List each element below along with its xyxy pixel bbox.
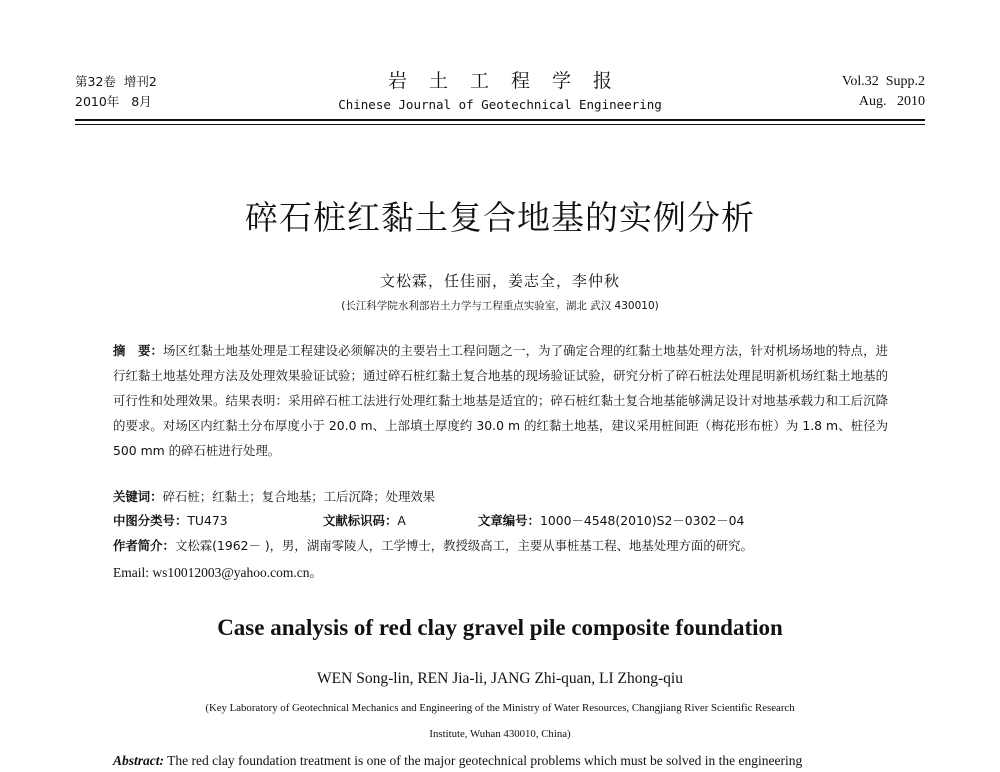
author-bio-label: 作者简介： xyxy=(113,538,175,553)
author-list-cn: 文松霖，任佳丽，姜志全，李仲秋 xyxy=(379,272,620,290)
journal-name xyxy=(75,68,925,114)
affiliation-en-line1: (Key Laboratory of Geotechnical Mechanics and Engineering of the Ministry of Water Resources, Changjiang River Scientific Research xyxy=(205,702,795,714)
abstract-en xyxy=(113,750,888,768)
keywords-cn xyxy=(113,486,903,508)
affiliation-cn: (长江科学院水利部岩土力学与工程重点实验室，湖北 武汉 430010) xyxy=(341,300,659,312)
author-bio xyxy=(113,535,903,557)
volume-issue-info-en xyxy=(842,72,925,112)
keywords-label: 关键词： xyxy=(113,489,163,504)
journal-name-cn: 岩土工程学报 xyxy=(387,70,634,92)
journal-name-en: Chinese Journal of Geotechnical Engineering xyxy=(338,97,662,112)
abstract-label-cn: 摘 要： xyxy=(113,343,164,358)
affiliation-en xyxy=(0,695,1000,747)
abstract-text-cn: 场区红黏土地基处理是工程建设必须解决的主要岩土工程问题之一，为了确定合理的红黏土地基处理方法，针对机场场地的特点，进行红黏土地基处理方法及处理效果验证试验；通过碎石桩红黏土复合地基的现场验证试验，研究分析了碎石桩法处理昆明新机场红黏土地基的可行性和处理效果。结果表明：采用碎石桩工法进行处理红黏土地基是适宜的；碎石桩红黏土复合地基能够满足设计对地基承载力和工后沉降的要求。对场区内红黏土分布厚度小于 20.0 m、上部填土厚度约 30.0 m 的红黏土地基，建议采用桩间距（梅花形布桩）为 1.8 m、桩径为 500 mm 的碎石桩进行处理。 xyxy=(113,343,889,458)
keywords-text: 碎石桩；红黏土；复合地基；工后沉降；处理效果 xyxy=(162,489,436,504)
abstract-label-en: Abstract: xyxy=(113,753,165,768)
author-list-en: WEN Song-lin, REN Jia-li, JANG Zhi-quan, LI Zhong-qiu xyxy=(317,670,683,687)
abstract-cn xyxy=(113,338,888,463)
paper-title-cn: 碎石桩红黏土复合地基的实例分析 xyxy=(245,198,755,237)
author-bio-text: 文松霖(1962－ )，男，湖南零陵人，工学博士，教授级高工，主要从事桩基工程、地基处理方面的研究。 xyxy=(174,538,753,553)
author-email: Email: ws10012003@yahoo.com.cn。 xyxy=(113,565,324,580)
paper-title-en: Case analysis of red clay gravel pile composite foundation xyxy=(217,615,783,640)
clc-value: TU473 xyxy=(187,513,228,528)
document-code-label: 文献标识码： xyxy=(323,513,398,528)
volume-supplement: Vol.32 Supp.2 xyxy=(842,74,925,89)
affiliation-en-line2: Institute, Wuhan 430010, China) xyxy=(429,728,571,740)
volume-issue: 第32卷 增刊2 xyxy=(75,74,157,89)
header-rule-thin xyxy=(75,124,925,125)
abstract-text-en: The red clay foundation treatment is one of the major geotechnical problems which must be solved in the engineering xyxy=(164,753,803,768)
article-number-label: 文章编号： xyxy=(478,513,540,528)
header-rule-thick xyxy=(75,119,925,121)
article-number xyxy=(478,510,744,532)
clc-number xyxy=(113,510,323,532)
publication-date-en: Aug. 2010 xyxy=(858,94,925,109)
publication-date-cn: 2010年 8月 xyxy=(75,94,152,109)
article-number-value: 1000－4548(2010)S2－0302－04 xyxy=(539,513,745,528)
clc-label: 中图分类号： xyxy=(113,513,188,528)
classification-line xyxy=(113,510,903,532)
document-code-value: A xyxy=(397,513,406,528)
running-header xyxy=(75,72,925,118)
document-code xyxy=(323,510,478,532)
